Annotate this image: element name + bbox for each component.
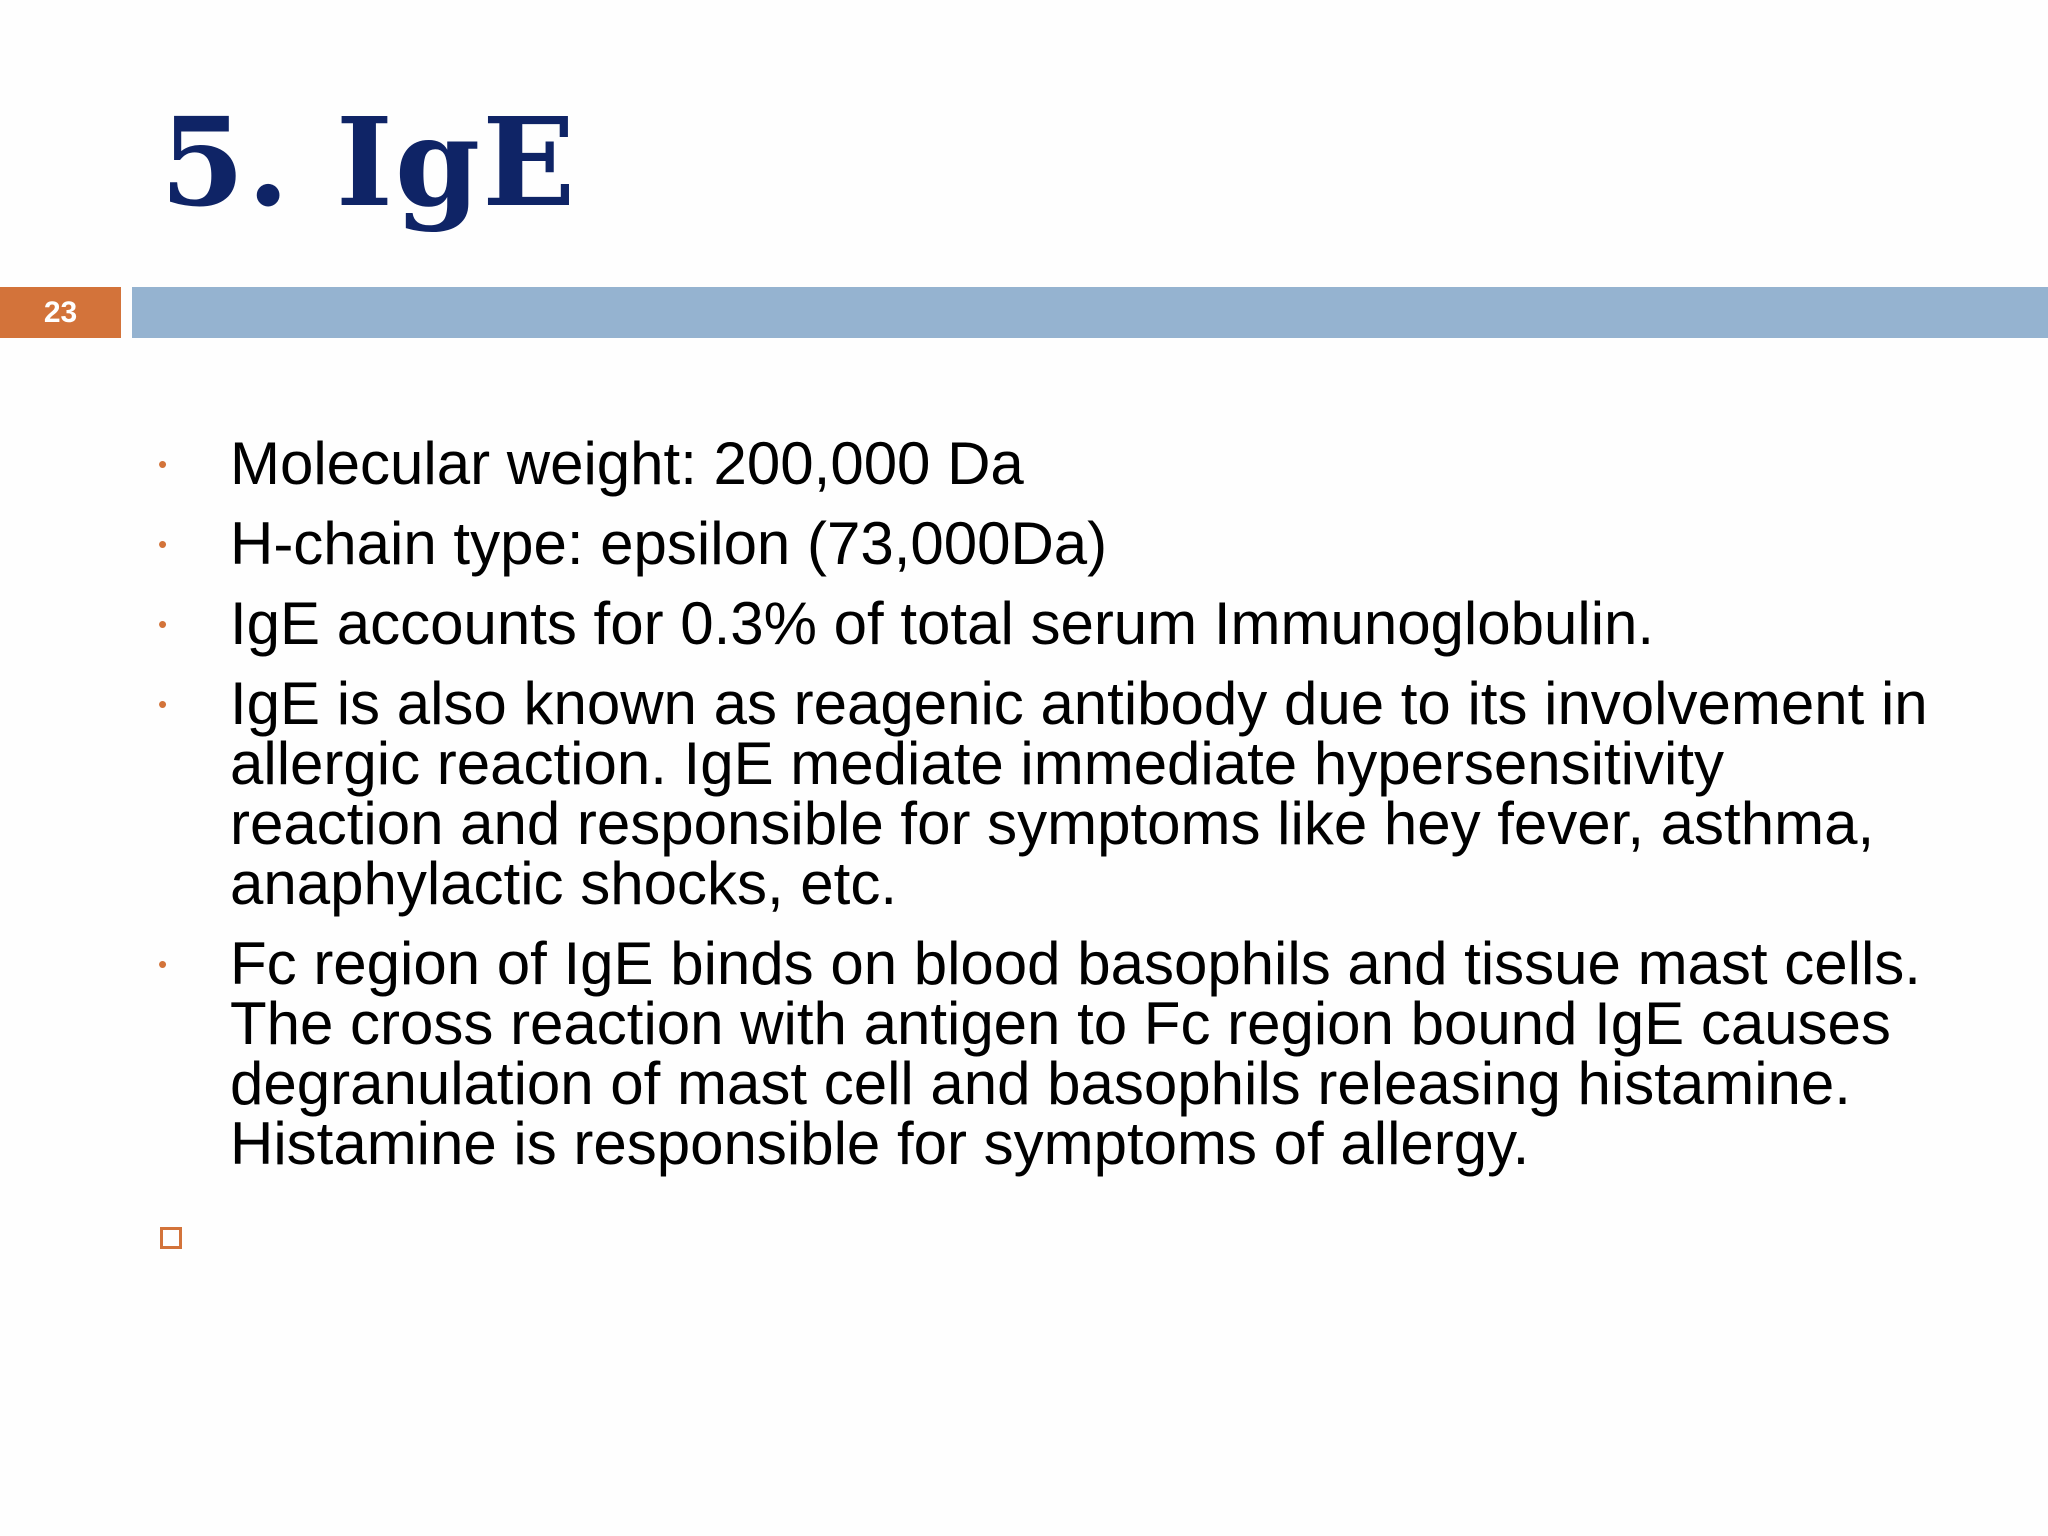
empty-square-bullet-icon <box>160 1227 182 1249</box>
bullet-marker: • <box>158 609 168 639</box>
bullet-text: H-chain type: epsilon (73,000Da) <box>230 510 1108 577</box>
bullet-marker: • <box>158 689 168 719</box>
title-divider-bar <box>132 287 2048 338</box>
bullet-text: IgE is also known as reagenic antibody due to its involvement in allergic reaction. IgE mediate immediate hypersensitivity reaction and responsible for symptoms like hey fever, asthma, anaphylactic shocks, etc. <box>230 670 1928 917</box>
bullet-item <box>152 670 1952 917</box>
bullet-marker: • <box>158 449 168 479</box>
bullet-text: IgE accounts for 0.3% of total serum Immunoglobulin. <box>230 590 1655 657</box>
slide-number-badge <box>0 287 121 338</box>
bullet-item <box>152 510 1952 577</box>
bullet-item <box>152 430 1952 497</box>
bullet-marker: • <box>158 529 168 559</box>
bullet-item <box>152 590 1952 657</box>
bullet-marker: • <box>158 949 168 979</box>
bullet-text: Molecular weight: 200,000 Da <box>230 430 1024 497</box>
bullet-text: Fc region of IgE binds on blood basophils and tissue mast cells. The cross reaction with antigen to Fc region bound IgE causes degranulation of mast cell and basophils releasing histamine. Histamine is responsible for symptoms of allergy. <box>230 930 1921 1177</box>
slide-number: 23 <box>43 295 78 329</box>
slide-title: 5. IgE <box>160 90 578 234</box>
bullet-item <box>152 930 1952 1177</box>
bullet-list <box>152 430 1952 1194</box>
